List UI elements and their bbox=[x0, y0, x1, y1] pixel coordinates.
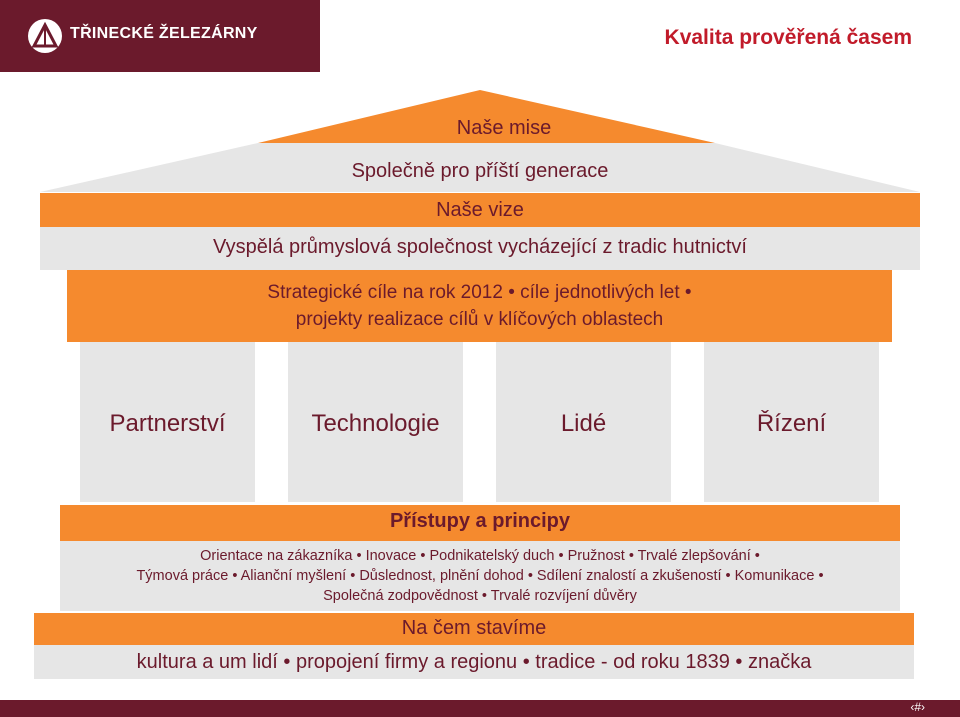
vision-text: Vyspělá průmyslová společnost vycházející z tradic hutnictví bbox=[213, 236, 747, 258]
company-logo bbox=[28, 19, 62, 53]
brand-name: TŘINECKÉ ŽELEZÁRNY bbox=[70, 25, 258, 42]
logo-triangle-icon bbox=[28, 19, 62, 53]
vision-title: Naše vize bbox=[436, 199, 524, 221]
foundation-text: kultura a um lidí • propojení firmy a regionu • tradice - od roku 1839 • značka bbox=[136, 651, 812, 673]
pillar-label: Partnerství bbox=[109, 410, 226, 437]
principles-line-3: Společná zodpovědnost • Trvalé rozvíjení důvěry bbox=[323, 588, 637, 604]
pillar-label: Řízení bbox=[756, 410, 827, 437]
mission-text: Společně pro příští generace bbox=[351, 160, 609, 182]
goals-line-1: Strategické cíle na rok 2012 • cíle jednotlivých let • bbox=[267, 282, 692, 303]
foundation-title: Na čem stavíme bbox=[401, 617, 547, 639]
footer-bar bbox=[0, 700, 960, 717]
pillar-label: Technologie bbox=[311, 410, 440, 437]
tagline: Kvalita prověřená časem bbox=[664, 26, 912, 49]
goals-band bbox=[67, 270, 892, 342]
pillar-label: Lidé bbox=[560, 410, 607, 437]
mission-title: Naše mise bbox=[456, 117, 552, 139]
page-number: ‹#› bbox=[910, 700, 925, 714]
goals-line-2: projekty realizace cílů v klíčových oblastech bbox=[295, 309, 664, 330]
principles-title: Přístupy a principy bbox=[389, 510, 571, 532]
principles-line-2: Týmová práce • Alianční myšlení • Důslednost, plnění dohod • Sdílení znalostí a zkušeností • Komunikace • bbox=[136, 568, 824, 584]
principles-line-1: Orientace na zákazníka • Inovace • Podnikatelský duch • Pružnost • Trvalé zlepšování • bbox=[200, 548, 760, 564]
